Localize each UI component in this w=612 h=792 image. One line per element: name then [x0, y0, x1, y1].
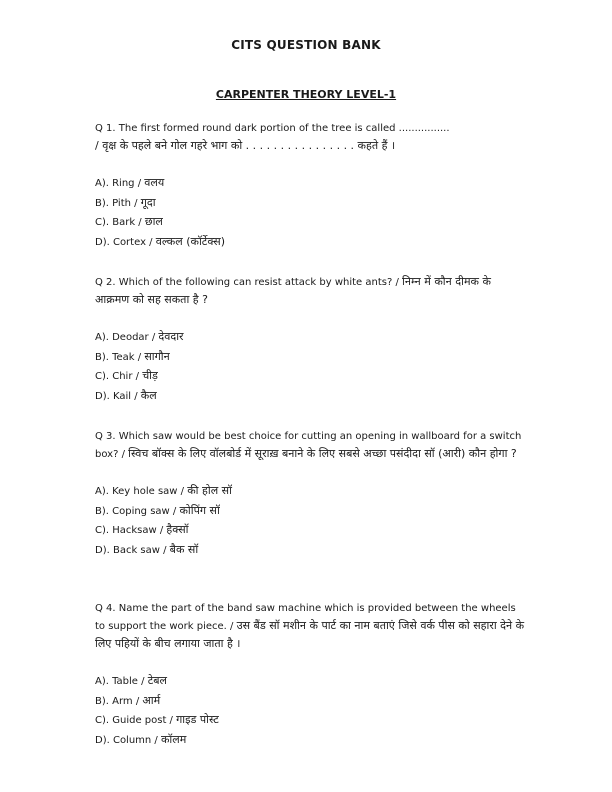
option-label-en: B). Coping saw / [95, 505, 180, 517]
option-label-en: D). Kail / [95, 390, 141, 402]
option-a [95, 328, 525, 348]
question-text [95, 120, 525, 155]
option-label-en: B). Pith / [95, 197, 141, 209]
question-text-hi: / वृक्ष के पहले बने गोल गहरे भाग को . . . . . . . . . . . . . . . . कहते हैं । [95, 139, 396, 152]
question-text-en: Q 3. Which saw would be best choice for cutting an opening in wallboard for a switch box? / [95, 431, 522, 460]
option-label-en: C). Chir / [95, 371, 143, 382]
option-c [95, 213, 525, 233]
option-d [95, 387, 525, 407]
option-a [95, 482, 525, 502]
question-text-hi: उस बैंड सॉ मशीन के पार्ट का नाम बताएं जिसे वर्क पीस को सहारा देने के लिए पहियों के बीच लगाया जाता है । [95, 619, 525, 650]
option-b [95, 194, 525, 214]
question-2 [95, 273, 525, 406]
option-label-hi: देवदार [158, 330, 184, 343]
option-a [95, 672, 525, 692]
question-text-en: Q 4. Name the part of the band saw machine which is provided between the wheels to support the work piece. / [95, 603, 516, 632]
options-list [95, 328, 525, 406]
option-label-hi: कॉलम [160, 732, 187, 746]
question-text [95, 428, 525, 463]
option-label-hi: सागौन [144, 349, 170, 363]
option-a [95, 174, 525, 194]
option-label-hi: गाइड पोस्ट [176, 713, 219, 726]
option-label-hi: चीड़ [142, 369, 158, 382]
option-label-en: B). Teak / [95, 351, 145, 363]
option-c [95, 711, 525, 731]
options-list [95, 482, 525, 560]
option-label-en: D). Back saw / [95, 544, 170, 556]
option-d [95, 233, 525, 253]
option-label-en: C). Bark / [95, 217, 145, 228]
option-d [95, 731, 525, 751]
option-label-en: A). Table / [95, 676, 148, 687]
option-label-hi: गूदा [140, 195, 156, 209]
options-list [95, 672, 525, 750]
question-text-hi: स्विच बॉक्स के लिए वॉलबोर्ड में सूराख़ बनाने के लिए सबसे अच्छा पसंदीदा सॉ (आरी) कौन होगा ? [128, 447, 517, 460]
option-label-hi: कैल [140, 388, 157, 402]
question-3 [95, 428, 525, 560]
option-b [95, 692, 525, 712]
options-list [95, 174, 525, 252]
option-b [95, 348, 525, 368]
option-b [95, 502, 525, 522]
option-label-hi: छाल [144, 215, 163, 228]
option-label-en: A). Key hole saw / [95, 486, 188, 497]
option-label-en: A). Deodar / [95, 332, 159, 343]
option-label-en: B). Arm / [95, 695, 143, 707]
question-text [95, 273, 525, 309]
option-label-hi: बैक सॉ [169, 542, 199, 556]
page-subtitle: CARPENTER THEORY LEVEL-1 [215, 88, 397, 101]
option-label-en: C). Guide post / [95, 715, 177, 726]
question-text [95, 600, 525, 653]
option-label-en: C). Hacksaw / [95, 525, 167, 536]
option-label-en: D). Cortex / [95, 236, 156, 248]
option-label-hi: हैक्सॉ [166, 523, 189, 536]
question-1 [95, 120, 525, 252]
question-4 [95, 600, 525, 750]
page-title: CITS QUESTION BANK [231, 38, 381, 52]
option-label-hi: आर्म [142, 693, 161, 707]
question-text-en: Q 2. Which of the following can resist attack by white ants? / [95, 277, 403, 288]
question-text-en: Q 1. The first formed round dark portion of the tree is called ................ [95, 123, 450, 134]
option-c [95, 367, 525, 387]
option-label-hi: की होल सॉ [187, 484, 232, 497]
question-text-hi: निम्न में कौन दीमक के आक्रमण को सह सकता है ? [95, 275, 491, 306]
option-label-en: A). Ring / [95, 178, 145, 189]
option-c [95, 521, 525, 541]
option-label-hi: टेबल [147, 674, 167, 687]
option-label-hi: कोपिंग सॉ [179, 503, 220, 517]
option-label-en: D). Column / [95, 734, 161, 746]
option-d [95, 541, 525, 561]
option-label-hi: वल्कल (कॉर्टेक्स) [155, 234, 225, 248]
option-label-hi: वलय [144, 176, 165, 189]
